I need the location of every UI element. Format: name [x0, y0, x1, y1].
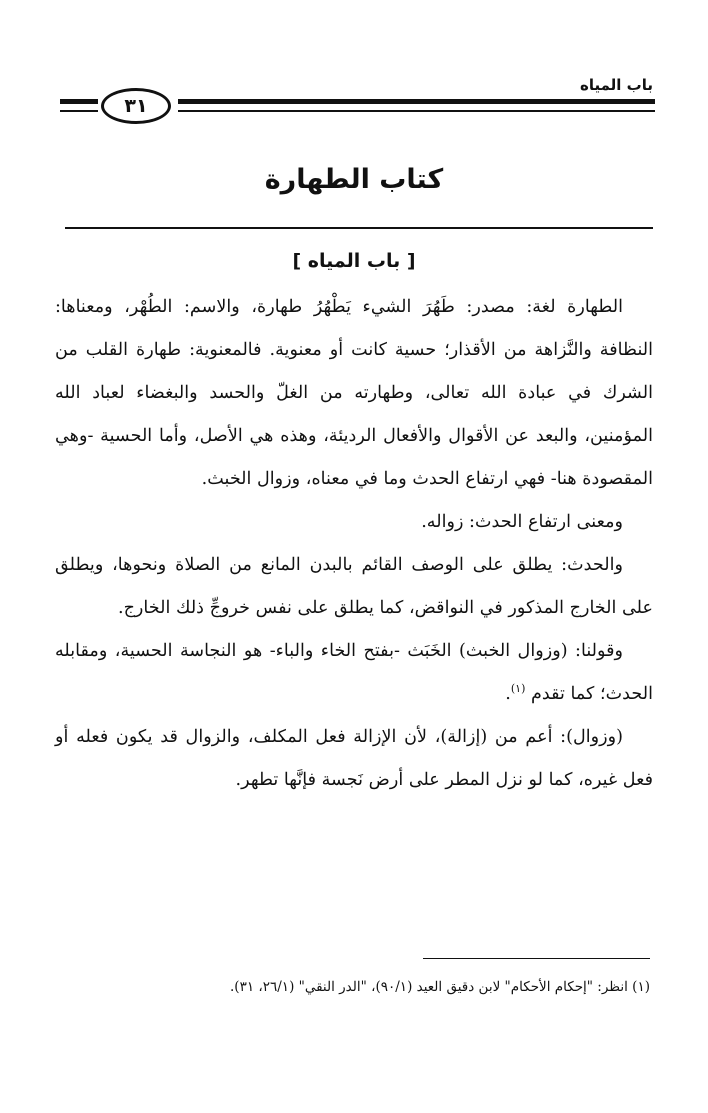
section-title: [ باب المياه ] — [292, 250, 416, 272]
footnote: (١) انظر: "إحكام الأحكام" لابن دقيق العيد (٩٠/١)، "الدر النقي" (٢٦/١، ٣١). — [230, 979, 650, 995]
paragraph-with-footnote: وقولنا: (وزوال الخبث) الخَبَث -بفتح الخاء والباء- هو النجاسة الحسية، ومقابله الحدث؛ كما تقدم $^{(١)}$. — [55, 641, 653, 704]
header-rule-thick — [178, 99, 655, 104]
paragraph: ومعنى ارتفاع الحدث: زواله. — [421, 512, 623, 532]
header-rule-thin — [178, 110, 655, 112]
header-rule-left-thick — [60, 99, 98, 104]
paragraph-text: وقولنا: (وزوال الخبث) الخَبَث -بفتح الخاء والباء- هو النجاسة الحسية، ومقابله الحدث؛ كما تقدم — [55, 641, 653, 704]
paragraph: (وزوال): أعم من (إزالة)، لأن الإزالة فعل المكلف، والزوال قد يكون فعله أو فعل غيره، كما لو نزل المطر على أرض نَجسة فإنَّها تطهر. — [55, 727, 653, 790]
header-rule-left-thin — [60, 110, 98, 112]
footnote-divider — [423, 958, 650, 959]
book-title: كتاب الطهارة — [264, 164, 444, 195]
running-head: باب المياه — [579, 76, 653, 94]
page-number: ٣١ — [101, 88, 171, 124]
paragraph: والحدث: يطلق على الوصف القائم بالبدن المانع من الصلاة ونحوها، ويطلق على الخارج المذكور في النواقض، كما يطلق على نفس خروجِّ ذلك الخارج. — [55, 555, 653, 618]
paragraph: الطهارة لغة: مصدر: طَهُرَ الشيء يَطْهُرُ طهارة، والاسم: الطُهْر، ومعناها: النظافة والنَّزاهة من الأقذار؛ حسية كانت أو معنوية. فالمعنوية: طهارة القلب من الشرك في عبادة الله تعالى، وطهارته من الغلّ والحسد والبغضاء لعباد الله المؤمنين، والبعد عن الأقوال والأفعال الرديئة، وهذه هي الأصل، وأما الحسية -وهي المقصودة هنا- فهي ارتفاع الحدث وما في معناه، وزوال الخبث. — [55, 297, 653, 489]
body-text — [55, 286, 653, 802]
title-divider — [65, 227, 653, 229]
footnote-reference[interactable]: (١) — [510, 682, 526, 696]
